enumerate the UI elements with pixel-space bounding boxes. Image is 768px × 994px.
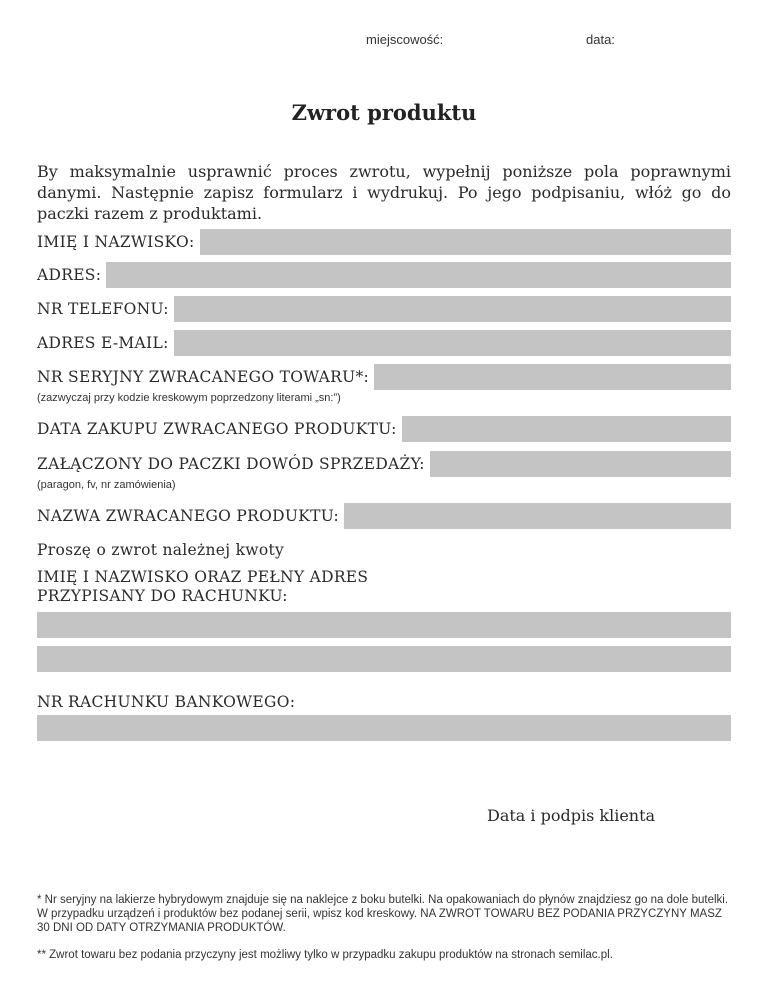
purchase-date-row [37, 416, 731, 442]
receipt-label: ZAŁĄCZONY DO PACZKI DOWÓD SPRZEDAŻY: [37, 455, 425, 473]
bank-account-label: NR RACHUNKU BANKOWEGO: [37, 693, 296, 711]
account-holder-input-1[interactable] [37, 612, 731, 638]
account-holder-label-line2: PRZYPISANY DO RACHUNKU: [37, 587, 288, 605]
email-row [37, 330, 731, 356]
purchase-date-label: DATA ZAKUPU ZWRACANEGO PRODUKTU: [37, 420, 397, 438]
address-label: ADRES: [37, 266, 102, 284]
serial-label: NR SERYJNY ZWRACANEGO TOWARU*: [37, 368, 370, 386]
receipt-hint: (paragon, fv, nr zamówienia) [37, 479, 176, 491]
serial-input[interactable] [374, 364, 731, 390]
receipt-row [37, 451, 731, 477]
date-label: data: [586, 32, 615, 47]
account-holder-label-line1: IMIĘ I NAZWISKO ORAZ PEŁNY ADRES [37, 568, 369, 586]
serial-hint: (zazwyczaj przy kodzie kreskowym poprzedzony literami „sn:”) [37, 392, 341, 404]
address-input[interactable] [106, 262, 731, 288]
phone-row [37, 296, 731, 322]
name-label: IMIĘ I NAZWISKO: [37, 233, 195, 251]
name-row [37, 229, 731, 255]
product-name-label: NAZWA ZWRACANEGO PRODUKTU: [37, 507, 340, 525]
refund-request-text: Proszę o zwrot należnej kwoty [37, 541, 285, 559]
product-name-row [37, 503, 731, 529]
footnote-return: ** Zwrot towaru bez podania przyczyny jest możliwy tylko w przypadku zakupu produktów na stronach semilac.pl. [37, 949, 613, 961]
address-row [37, 262, 731, 288]
purchase-date-input[interactable] [402, 416, 731, 442]
phone-label: NR TELEFONU: [37, 300, 169, 318]
receipt-input[interactable] [430, 451, 731, 477]
phone-input[interactable] [174, 296, 731, 322]
intro-text: By maksymalnie usprawnić proces zwrotu, wypełnij poniższe pola poprawnymi danymi. Następnie zapisz formularz i wydrukuj. Po jego podpisaniu, włóż go do paczki razem z produktami. [37, 162, 731, 223]
email-input[interactable] [174, 330, 731, 356]
page-title: Zwrot produktu [291, 100, 477, 125]
email-label: ADRES E-MAIL: [37, 334, 169, 352]
footnote-serial: * Nr seryjny na lakierze hybrydowym znajduje się na naklejce z boku butelki. Na opakowaniach do płynów znajdziesz go na dole butelki. W przypadku urządzeń i produktów bez podanej serii, wpisz kod kreskowy. NA ZWROT TOWARU BEZ PODANIA PRZYCZYNY MASZ 30 DNI OD DATY OTRZYMANIA PRODUKTÓW. [37, 894, 729, 934]
signature-label: Data i podpis klienta [487, 806, 656, 825]
bank-account-input[interactable] [37, 715, 731, 741]
serial-row [37, 364, 731, 390]
name-input[interactable] [200, 229, 732, 255]
place-label: miejscowość: [366, 32, 444, 47]
product-name-input[interactable] [344, 503, 731, 529]
account-holder-input-2[interactable] [37, 646, 731, 672]
